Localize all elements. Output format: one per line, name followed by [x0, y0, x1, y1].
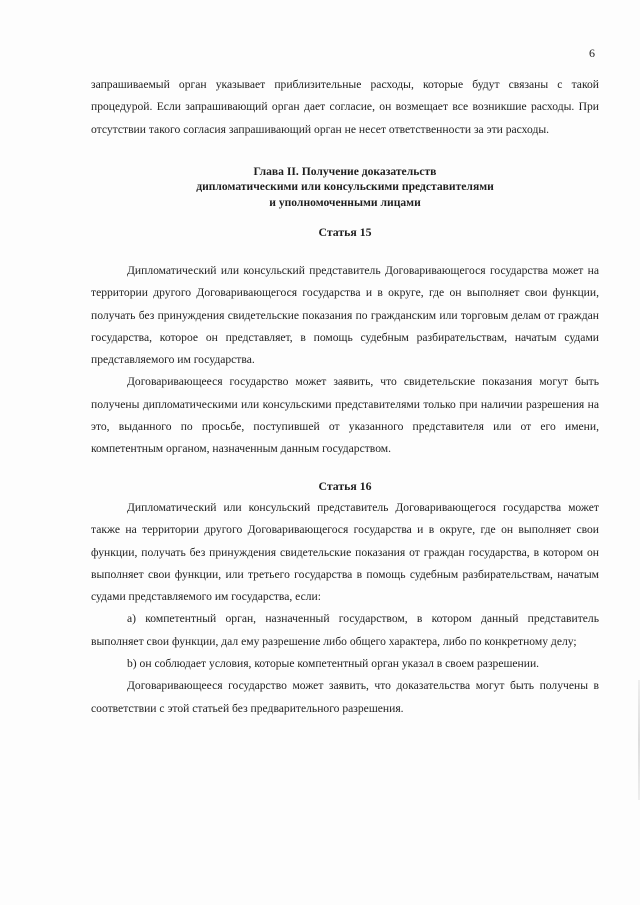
- page-number: 6: [589, 46, 595, 60]
- article-16-title: Статья 16: [318, 478, 372, 493]
- article-16-paragraph-1: Дипломатический или консульский представитель Договаривающегося государства может также на территории другого Договаривающегося государства и в округе, где он выполняет свои функции, получать без принуждения свидетельские показания от граждан государства, в котором он выполняет свои функции, или третьего государства в помощь судебным разбирательствам, начатым судами представляемого им государства, если:: [91, 500, 599, 604]
- article-15-paragraph-2: Договаривающееся государство может заявить, что свидетельские показания могут быть получены дипломатическими или консульскими представителями только при наличии разрешения на это, выданного по просьбе, поступившей от указанного представителя или от его имени, компетентным органом, назначенным данным государством.: [91, 375, 599, 456]
- intro-paragraph: запрашиваемый орган указывает приблизительные расходы, которые будут связаны с такой процедурой. Если запрашивающий орган дает согласие, он возмещает все возникшие расходы. При отсутствии такого согласия запрашивающий орган не несет ответственности за эти расходы.: [91, 78, 599, 136]
- article-16-item-b: b) он соблюдает условия, которые компетентный орган указал в своем разрешении.: [127, 657, 540, 671]
- document-body: [91, 74, 599, 720]
- article-16-paragraph-2: Договаривающееся государство может заявить, что доказательства могут быть получены в соответствии с этой статьей без предварительного разрешения.: [91, 679, 599, 715]
- article-15-title: Статья 15: [318, 224, 372, 239]
- chapter-title-line-1: Глава II. Получение доказательств: [253, 164, 437, 178]
- chapter-heading: [91, 164, 599, 211]
- chapter-title-line-2: дипломатическими или консульскими представителями: [196, 180, 494, 194]
- chapter-title-line-3: и уполномоченными лицами: [269, 196, 421, 210]
- article-15-paragraph-1: Дипломатический или консульский представитель Договаривающегося государства может на территории другого Договаривающегося государства и в округе, где он выполняет свои функции, получать без принуждения свидетельские показания по гражданским или торговым делам от граждан государства, которое он представляет, в помощь судебным разбирательствам, начатым судами представляемого им государства.: [91, 263, 599, 367]
- article-16-item-a: а) компетентный орган, назначенный государством, в котором данный представитель выполняет свои функции, дал ему разрешение либо общего характера, либо по конкретному делу;: [91, 612, 599, 648]
